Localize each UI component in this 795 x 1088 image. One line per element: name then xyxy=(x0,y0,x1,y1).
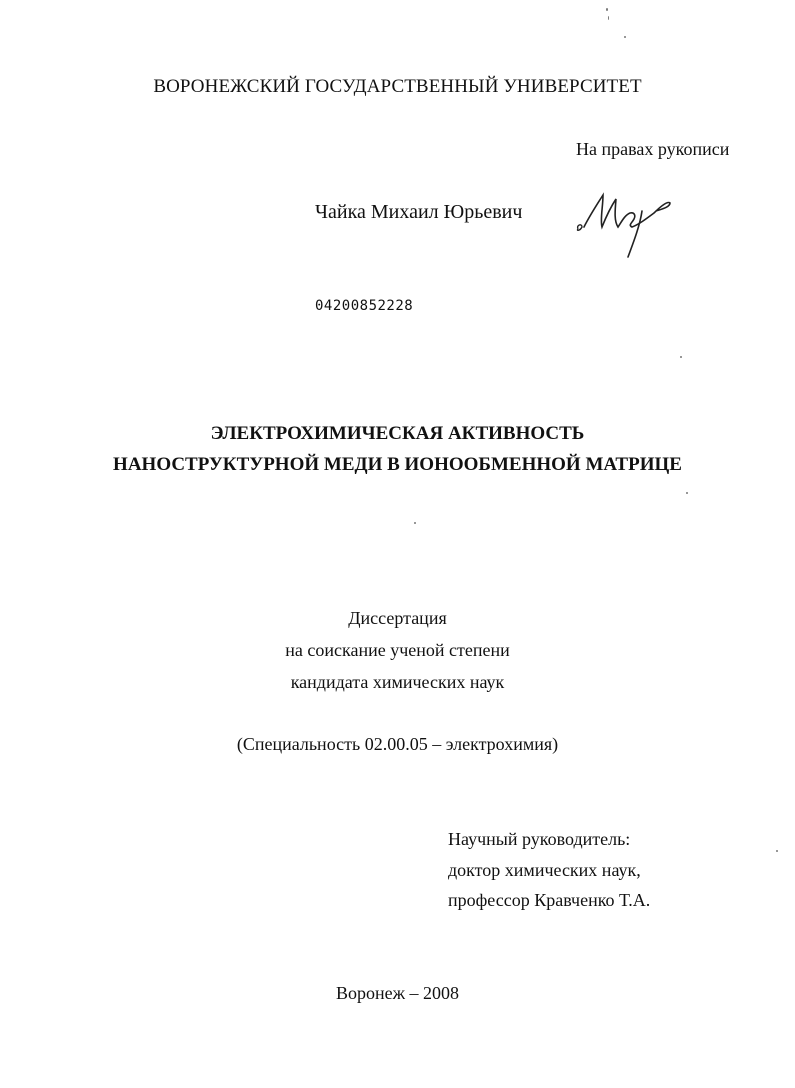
dissertation-title-line2: НАНОСТРУКТУРНОЙ МЕДИ В ИОНООБМЕННОЙ МАТРИЦЕ xyxy=(113,454,682,475)
scan-speck xyxy=(686,492,688,494)
scan-speck xyxy=(624,36,626,38)
city-year: Воронеж – 2008 xyxy=(335,983,460,1003)
supervisor-role: Научный руководитель: xyxy=(448,829,631,849)
dissertation-title-line1: ЭЛЕКТРОХИМИЧЕСКАЯ АКТИВНОСТЬ xyxy=(210,423,585,444)
scan-speck xyxy=(608,16,609,20)
supervisor-degree: доктор химических наук, xyxy=(448,860,641,880)
scan-speck xyxy=(414,522,416,524)
specialty: (Специальность 02.00.05 – электрохимия) xyxy=(236,734,559,754)
degree-name: кандидата химических наук xyxy=(290,672,505,692)
author-name: Чайка Михаил Юрьевич xyxy=(315,201,523,223)
author-signature xyxy=(570,185,680,265)
manuscript-note: На правах рукописи xyxy=(576,139,730,159)
supervisor-name: профессор Кравченко Т.А. xyxy=(448,890,651,910)
scan-speck xyxy=(606,8,608,11)
document-type: Диссертация xyxy=(348,608,447,628)
degree-purpose: на соискание ученой степени xyxy=(285,640,510,660)
scan-speck xyxy=(776,850,778,852)
scan-speck xyxy=(680,356,682,358)
document-number: 04200852228 xyxy=(315,298,414,314)
university-name: ВОРОНЕЖСКИЙ ГОСУДАРСТВЕННЫЙ УНИВЕРСИТЕТ xyxy=(153,76,642,97)
